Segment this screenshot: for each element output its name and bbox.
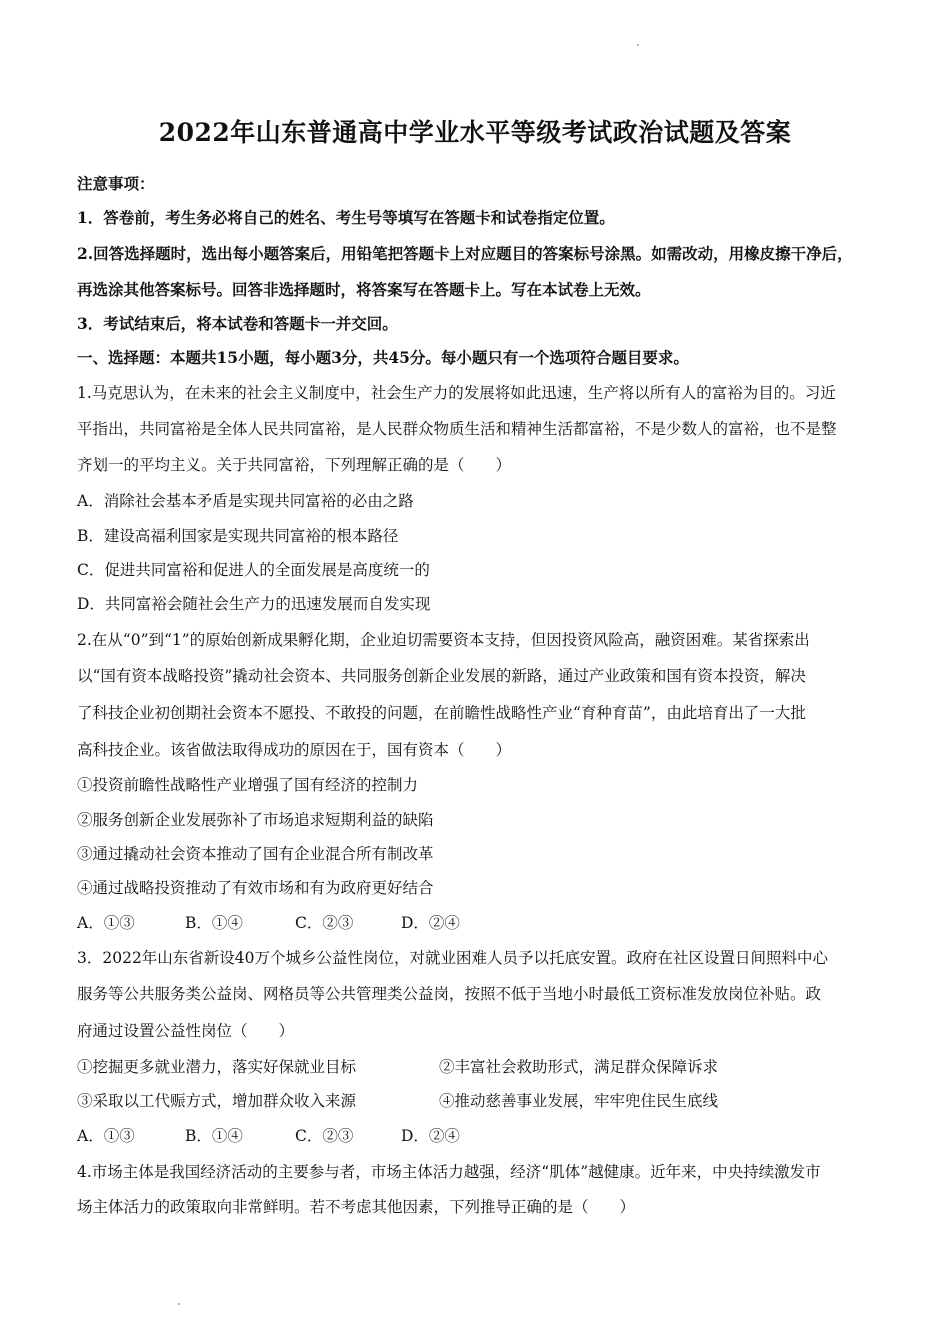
q1-option-c: C．促进共同富裕和促进人的全面发展是高度统一的: [77, 561, 430, 579]
q3-stem: 服务等公共服务类公益岗、网格员等公共管理类公益岗，按照不低于当地小时最低工资标准发放岗位补贴。政: [77, 985, 822, 1003]
q1-stem: 平指出，共同富裕是全体人民共同富裕，是人民群众物质生活和精神生活都富裕，不是少数人的富裕，也不是整: [77, 420, 837, 438]
notice-heading: 注意事项：: [77, 174, 155, 193]
q3-statement: ①挖掘更多就业潜力，落实好保就业目标: [77, 1058, 357, 1076]
q2-option-b: B．①④: [185, 914, 243, 932]
q3-stem: 3．2022年山东省新设40万个城乡公益性岗位，对就业困难人员予以托底安置。政府在社区设置日间照料中心: [77, 949, 829, 967]
scan-dot: [637, 44, 639, 46]
q2-option-a: A．①③: [77, 914, 135, 932]
q3-statement: ②丰富社会救助形式，满足群众保障诉求: [439, 1058, 719, 1076]
section-heading: 一、选择题：本题共15小题，每小题3分，共45分。每小题只有一个选项符合题目要求。: [77, 348, 689, 367]
q1-option-a: A．消除社会基本矛盾是实现共同富裕的必由之路: [77, 492, 414, 510]
q2-stem: 以“国有资本战略投资”撬动社会资本、共同服务创新企业发展的新路，通过产业政策和国有资本投资，解决: [77, 667, 806, 685]
q4-stem: 4.市场主体是我国经济活动的主要参与者，市场主体活力越强，经济“肌体”越健康。近年来，中央持续激发市: [77, 1163, 821, 1181]
q2-options: [77, 913, 460, 933]
q2-statement: ④通过战略投资推动了有效市场和有为政府更好结合: [77, 879, 434, 897]
notice-item: 1．答卷前，考生务必将自己的姓名、考生号等填写在答题卡和试卷指定位置。: [77, 208, 615, 227]
q1-option-b: B．建设高福利国家是实现共同富裕的根本路径: [77, 527, 399, 545]
q2-stem: 高科技企业。该省做法取得成功的原因在于，国有资本（ ）: [77, 741, 512, 759]
q2-stem: 了科技企业初创期社会资本不愿投、不敢投的问题，在前瞻性战略性产业“育种育苗”，由此培育出了一大批: [77, 704, 806, 722]
q2-option-c: C．②③: [295, 914, 354, 932]
q2-statement: ③通过撬动社会资本推动了国有企业混合所有制改革: [77, 845, 434, 863]
q3-statements-row: [77, 1057, 718, 1077]
q2-stem: 2.在从“0”到“1”的原始创新成果孵化期，企业迫切需要资本支持，但因投资风险高，融资困难。某省探索出: [77, 631, 810, 649]
scan-dot: [178, 1303, 180, 1305]
notice-item: 再选涂其他答案标号。回答非选择题时，将答案写在答题卡上。写在本试卷上无效。: [77, 280, 651, 299]
q3-option-c: C．②③: [295, 1127, 354, 1145]
q2-option-d: D．②④: [401, 914, 460, 932]
q3-option-b: B．①④: [185, 1127, 243, 1145]
q3-options: [77, 1126, 460, 1146]
q2-statement: ①投资前瞻性战略性产业增强了国有经济的控制力: [77, 776, 419, 794]
page-title: 2022年山东普通高中学业水平等级考试政治试题及答案: [158, 118, 792, 147]
q1-option-d: D．共同富裕会随社会生产力的迅速发展而自发实现: [77, 595, 431, 613]
q3-statement: ④推动慈善事业发展，牢牢兜住民生底线: [439, 1092, 719, 1110]
q1-stem: 1.马克思认为，在未来的社会主义制度中，社会生产力的发展将如此迅速，生产将以所有人的富裕为目的。习近: [77, 384, 836, 402]
q1-stem: 齐划一的平均主义。关于共同富裕，下列理解正确的是（ ）: [77, 456, 512, 474]
q2-statement: ②服务创新企业发展弥补了市场追求短期利益的缺陷: [77, 811, 434, 829]
q3-option-d: D．②④: [401, 1127, 460, 1145]
q4-stem: 场主体活力的政策取向非常鲜明。若不考虑其他因素，下列推导正确的是（ ）: [77, 1198, 636, 1216]
q3-statement: ③采取以工代赈方式，增加群众收入来源: [77, 1092, 357, 1110]
q3-option-a: A．①③: [77, 1127, 135, 1145]
q3-stem: 府通过设置公益性岗位（ ）: [77, 1022, 295, 1040]
notice-item: 3．考试结束后，将本试卷和答题卡一并交回。: [77, 314, 398, 333]
q3-statements-row: [77, 1091, 718, 1111]
notice-item: 2.回答选择题时，选出每小题答案后，用铅笔把答题卡上对应题目的答案标号涂黑。如需改动，用橡皮擦干净后，: [77, 244, 853, 263]
